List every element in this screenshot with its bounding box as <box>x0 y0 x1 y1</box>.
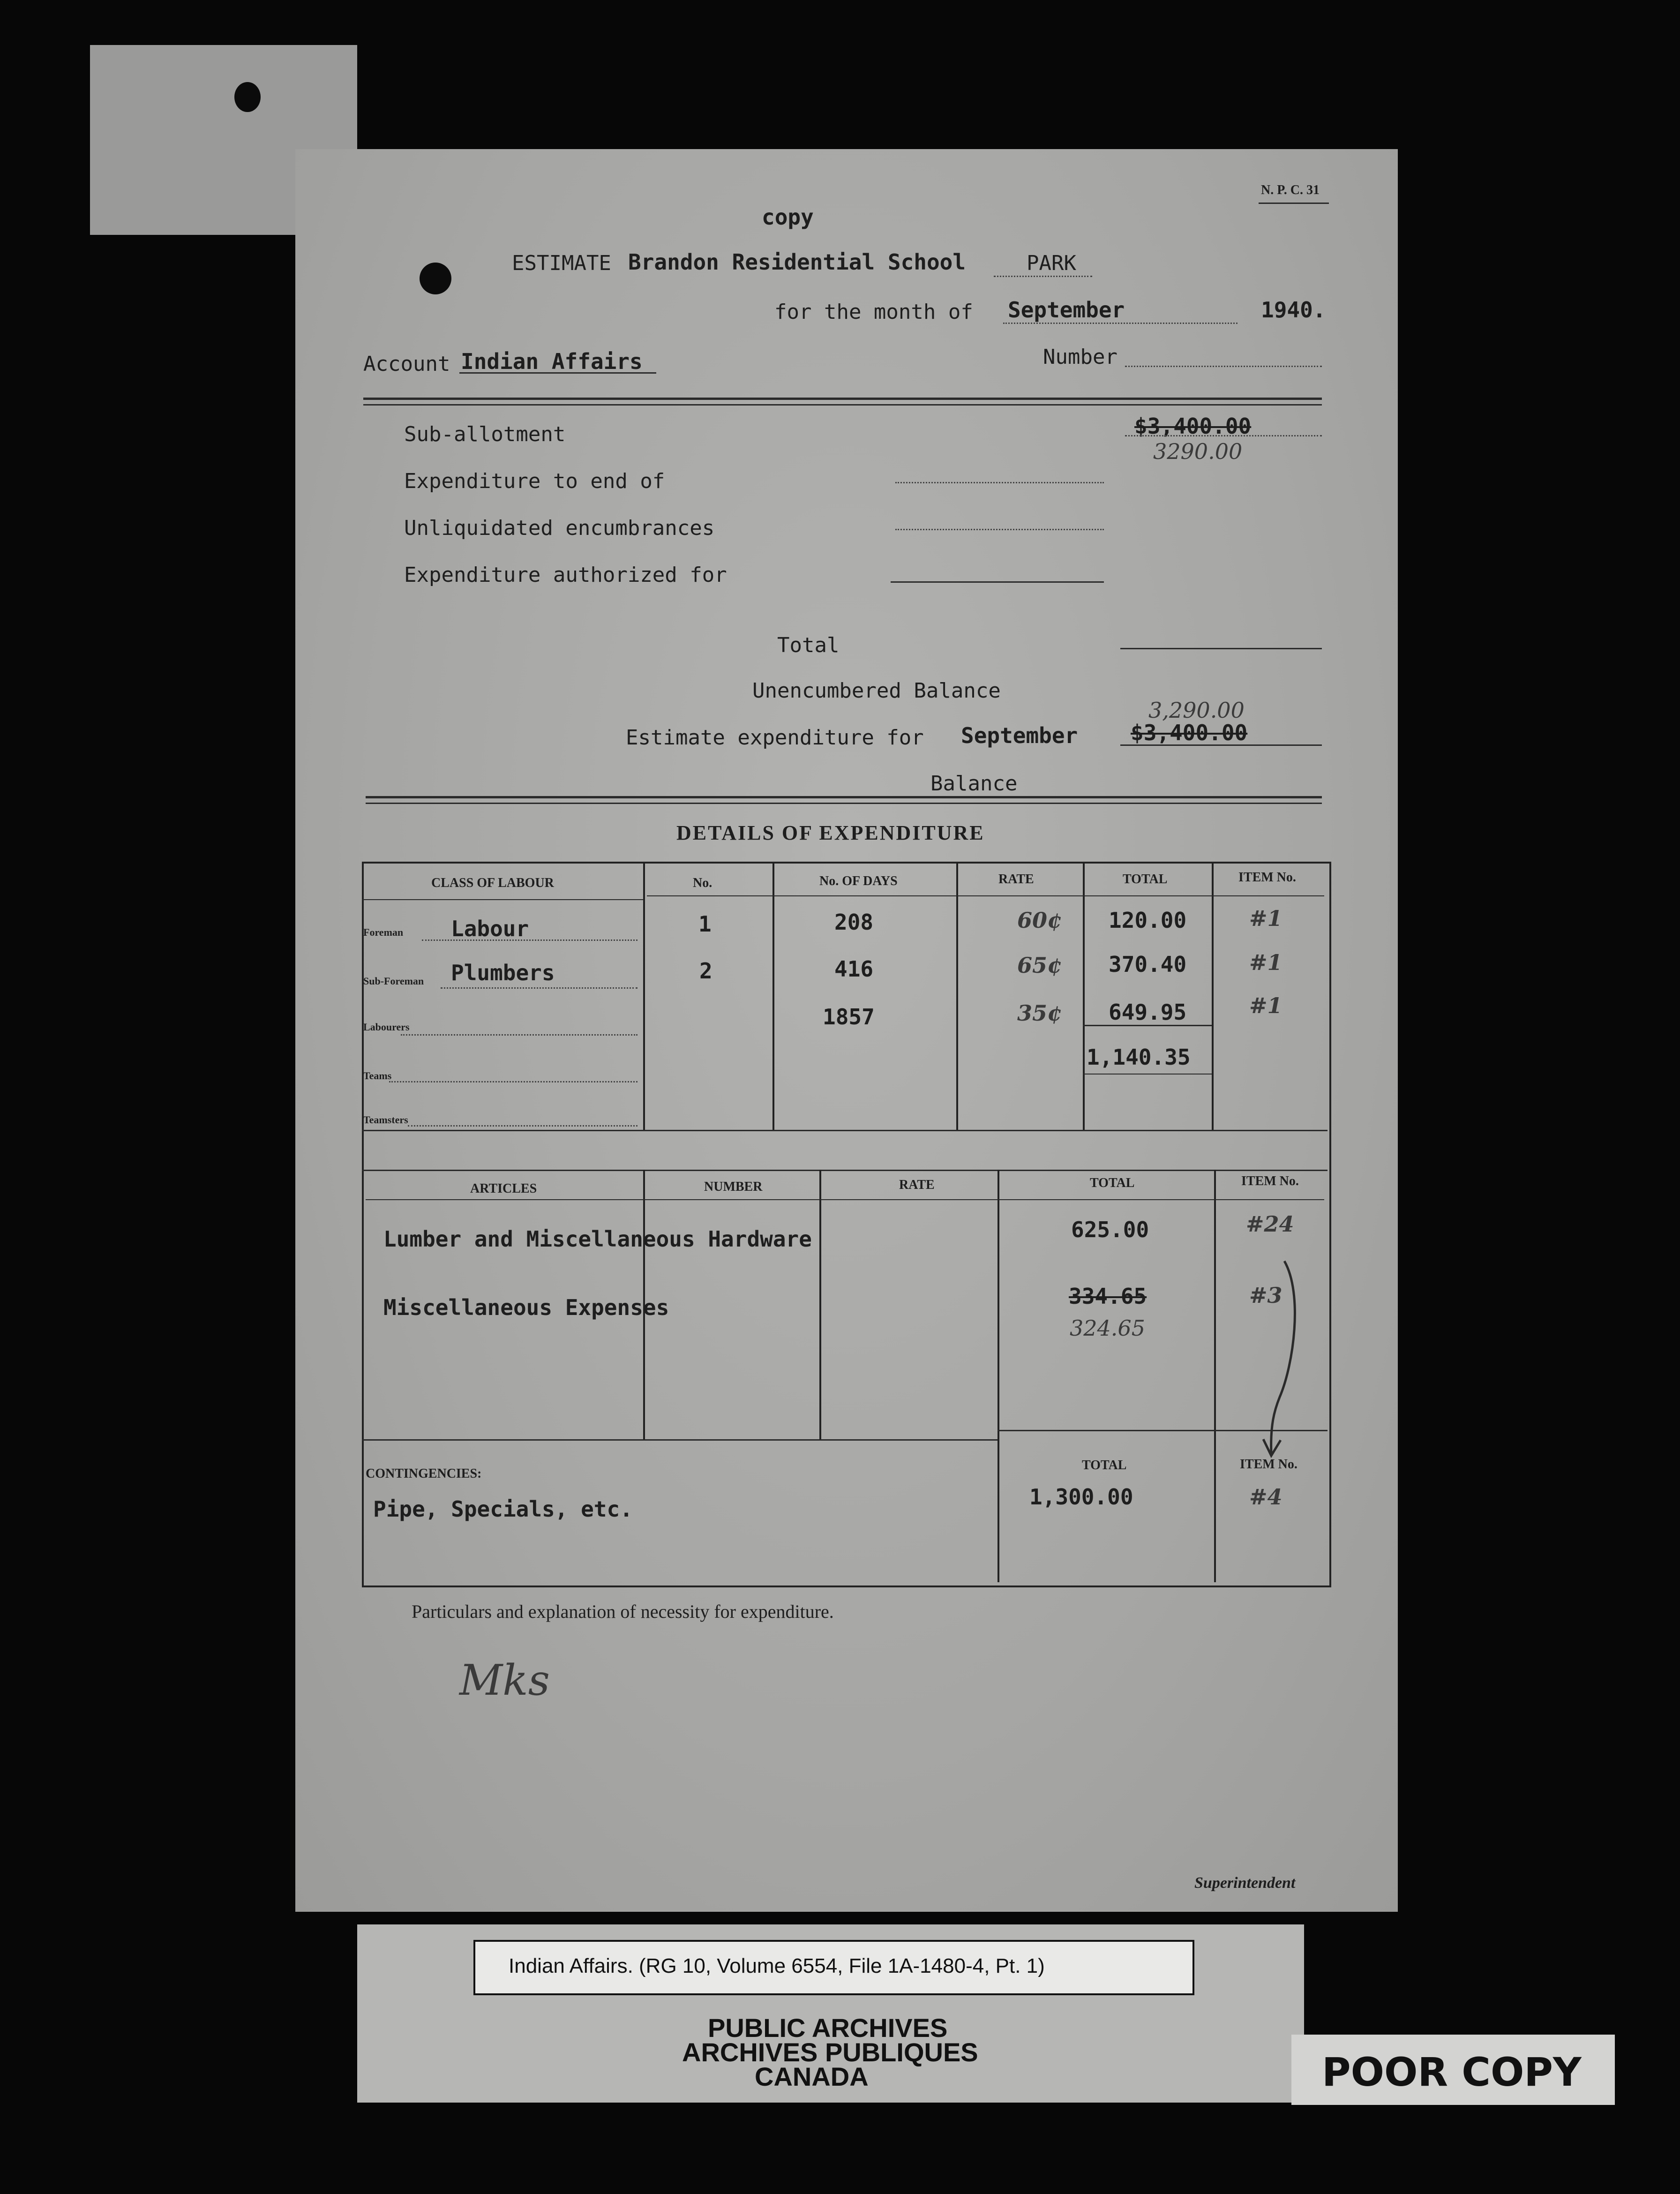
for-month-label: for the month of <box>774 300 973 324</box>
archive-line-1: PUBLIC ARCHIVES <box>708 2013 948 2043</box>
header-articles: ARTICLES <box>470 1181 537 1196</box>
estimate-exp-value: $3,400.00 <box>1131 720 1248 745</box>
row-prefix: Labourers <box>363 1021 410 1033</box>
sub-allotment-handwritten: 3290.00 <box>1153 439 1243 464</box>
labour-rate: 65¢ <box>1017 953 1063 978</box>
article-total: 625.00 <box>1071 1217 1149 1242</box>
article-item: #24 <box>1246 1211 1294 1237</box>
labour-class: Plumbers <box>451 960 555 985</box>
labour-days: 208 <box>834 909 874 935</box>
labour-no: 2 <box>699 958 712 984</box>
header-rate: RATE <box>998 872 1034 887</box>
contingencies-text: Pipe, Specials, etc. <box>373 1496 633 1522</box>
article-total: 334.65 <box>1069 1284 1147 1309</box>
header-total: TOTAL <box>1123 872 1168 887</box>
park-label: PARK <box>1027 251 1076 275</box>
labour-total: 120.00 <box>1109 908 1187 933</box>
details-title: DETAILS OF EXPENDITURE <box>676 821 985 844</box>
number-label: Number <box>1043 345 1118 369</box>
contingencies-item-header: ITEM No. <box>1240 1457 1298 1472</box>
unliquidated-label: Unliquidated encumbrances <box>404 516 715 540</box>
superintendent-label: Superintendent <box>1194 1874 1296 1892</box>
sub-allotment-label: Sub-allotment <box>404 422 566 446</box>
labour-days: 416 <box>834 956 874 982</box>
article-name: Lumber and Miscellaneous Hardware <box>383 1226 812 1252</box>
article-total-handwritten: 324.65 <box>1070 1315 1145 1341</box>
handwritten-initials: Mks <box>459 1656 550 1705</box>
estimate-exp-label: Estimate expenditure for <box>626 726 924 750</box>
account-label: Account <box>363 352 450 376</box>
header-item-no: ITEM No. <box>1241 1174 1299 1188</box>
archive-line-2: ARCHIVES PUBLIQUES <box>682 2037 978 2067</box>
month-value: September <box>1008 297 1125 323</box>
labour-item: #1 <box>1249 906 1282 931</box>
labour-class: Labour <box>451 916 529 941</box>
labour-item: #1 <box>1249 993 1282 1018</box>
balance-label: Balance <box>930 772 1018 796</box>
header-total: TOTAL <box>1090 1176 1135 1190</box>
archive-reference: Indian Affairs. (RG 10, Volume 6554, File 1A-1480-4, Pt. 1) <box>509 1954 1045 1977</box>
contingencies-total-header: TOTAL <box>1082 1458 1127 1473</box>
article-item: #3 <box>1249 1283 1282 1308</box>
particulars-label: Particulars and explanation of necessity for expenditure. <box>412 1601 834 1622</box>
labour-rate: 35¢ <box>1017 1000 1063 1026</box>
archive-line-3: CANADA <box>755 2062 869 2091</box>
labour-subtotal: 1,140.35 <box>1087 1044 1191 1070</box>
row-prefix: Teams <box>363 1070 392 1082</box>
poor-copy-text: POOR COPY <box>1322 2049 1582 2095</box>
form-code: N. P. C. 31 <box>1261 183 1320 197</box>
header-no: No. <box>693 876 712 890</box>
labour-no: 1 <box>698 911 712 937</box>
contingencies-total: 1,300.00 <box>1029 1484 1133 1510</box>
contingencies-item: #4 <box>1249 1484 1282 1510</box>
row-prefix: Sub-Foreman <box>363 975 424 987</box>
labour-total: 370.40 <box>1109 952 1187 977</box>
unencumbered-label: Unencumbered Balance <box>752 679 1001 703</box>
unencumbered-handwritten: 3,290.00 <box>1148 698 1245 723</box>
article-name: Miscellaneous Expenses <box>383 1295 669 1320</box>
labour-total: 649.95 <box>1109 999 1187 1025</box>
labour-item: #1 <box>1249 950 1282 975</box>
expenditure-to-end-label: Expenditure to end of <box>404 469 665 493</box>
sub-allotment-value: $3,400.00 <box>1134 413 1252 439</box>
authorized-label: Expenditure authorized for <box>404 563 727 587</box>
punch-hole <box>234 82 261 112</box>
header-rate: RATE <box>899 1178 935 1192</box>
estimate-exp-month: September <box>961 723 1078 748</box>
labour-days: 1857 <box>823 1004 875 1029</box>
school-name: Brandon Residential School <box>628 249 966 275</box>
row-prefix: Foreman <box>363 926 404 938</box>
header-number: NUMBER <box>704 1180 763 1194</box>
header-item-no: ITEM No. <box>1238 870 1296 885</box>
contingencies-label: CONTINGENCIES: <box>366 1466 482 1481</box>
copy-mark: copy <box>762 204 814 230</box>
total-label: Total <box>777 633 840 657</box>
arrow-icon <box>1238 1256 1312 1463</box>
labour-rate: 60¢ <box>1017 908 1063 933</box>
account-value: Indian Affairs <box>461 349 643 374</box>
estimate-label: ESTIMATE <box>512 251 611 275</box>
header-class-of-labour: CLASS OF LABOUR <box>431 876 554 890</box>
year-value: 1940. <box>1261 297 1326 323</box>
row-prefix: Teamsters <box>363 1114 408 1126</box>
punch-hole <box>420 263 451 294</box>
header-no-of-days: No. OF DAYS <box>819 874 898 888</box>
